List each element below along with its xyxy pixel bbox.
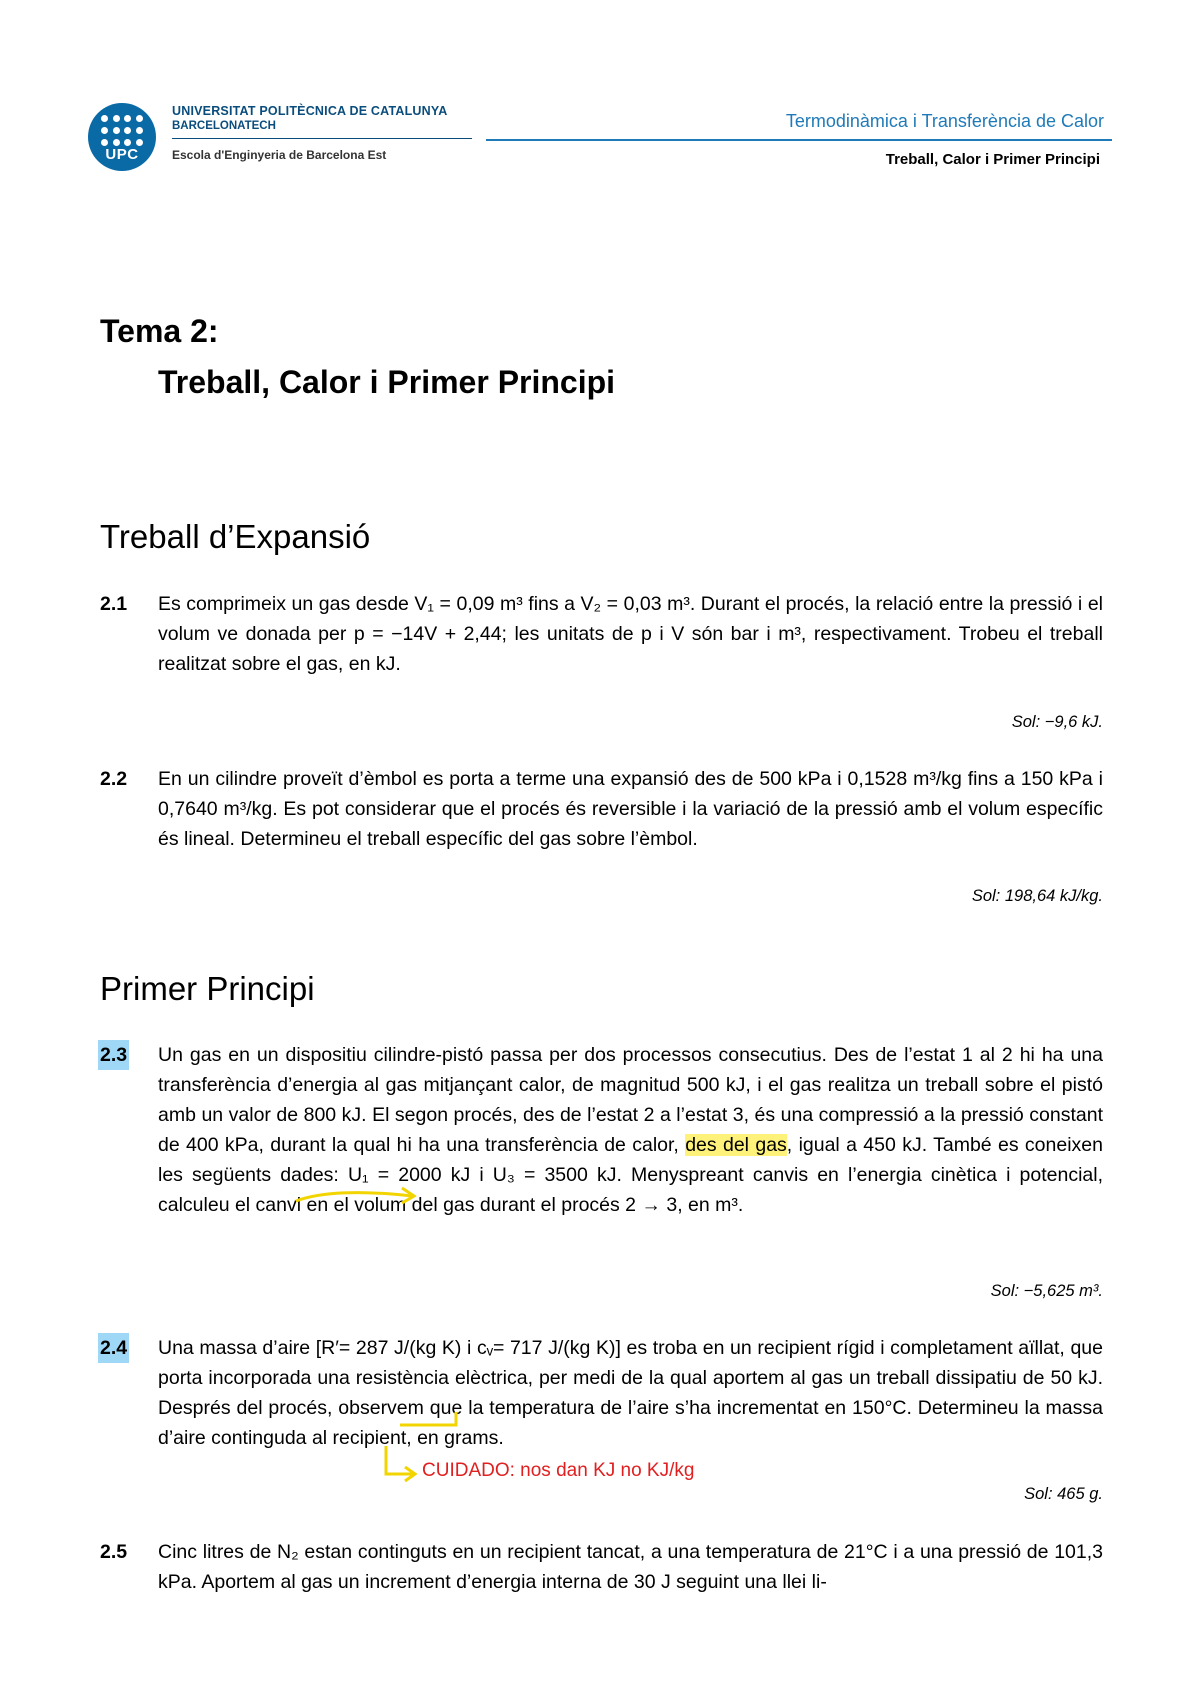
problem-text: Es comprimeix un gas desde V₁ = 0,09 m³ fins a V₂ = 0,03 m³. Durant el procés, la relació entre la pressió i el volum ve donada per p = −14V + 2,44; les unitats de p i V són bar i m³, respectivament. Trobeu el treball realitzat sobre el gas, en kJ.	[158, 593, 1103, 675]
subject-title: Treball, Calor i Primer Principi	[885, 151, 1100, 168]
problem-text-part: , igual a 450 kJ. També es coneixen les següents dades: U₁ = 2000 kJ i U₃ = 3500 kJ. Menyspreant canvis en l’energia cinètica i potencial, calculeu el canvi en el volum del gas durant el procés 2 → 3, en m³.	[158, 1134, 1103, 1216]
problem-text: Cinc litres de N₂ estan continguts en un recipient tancat, a una temperatura de 21°C i a una pressió de 101,3 kPa. Aportem al gas un increment d’energia interna de 30 J seguint una llei li-	[158, 1541, 1103, 1593]
problem-text: Una massa d’aire [R′= 287 J/(kg K) i cᵥ= 717 J/(kg K)] es troba en un recipient rígid i completament aïllat, que porta incorporada una resistència elèctrica, per medi de la qual aportem al gas un treball dissipatiu de 50 kJ. Després del procés, observem que la temperatura de l’aire s’ha incrementat en 150°C. Determineu la massa d’aire continguda al recipient, en grams.	[158, 1337, 1103, 1449]
solution-2-1: Sol: −9,6 kJ.	[1011, 713, 1103, 731]
section-primer-principi: Primer Principi	[100, 970, 315, 1007]
problem-number-highlighted: 2.4	[98, 1333, 129, 1363]
section-treball-expansio: Treball d’Expansió	[100, 518, 371, 555]
logo-text: UPC	[105, 146, 139, 163]
problem-number: 2.2	[100, 768, 128, 790]
solution-2-4: Sol: 465 g.	[1024, 1485, 1103, 1503]
problem-number: 2.1	[100, 593, 128, 615]
handwritten-annotation: CUIDADO: nos dan KJ no KJ/kg	[422, 1460, 695, 1481]
problem-number-highlighted: 2.3	[98, 1040, 129, 1070]
tema-subtitle: Treball, Calor i Primer Principi	[158, 364, 616, 400]
school-name: Escola d'Enginyeria de Barcelona Est	[172, 148, 387, 162]
university-name: UNIVERSITAT POLITÈCNICA DE CATALUNYA	[172, 104, 448, 118]
ink-bracket-50kj	[400, 1412, 456, 1425]
highlighted-text: des del gas	[685, 1134, 787, 1156]
problem-text: En un cilindre proveït d’èmbol es porta a terme una expansió des de 500 kPa i 0,1528 m³/kg fins a 150 kPa i 0,7640 m³/kg. Es pot considerar que el procés és reversible i la variació de la pressió amb el volum específic és lineal. Determineu el treball específic del gas sobre l’èmbol.	[158, 768, 1103, 850]
problem-text-part: Un gas en un dispositiu cilindre-pistó passa per dos processos consecutius. Des de l’estat 1 al 2 hi ha una transferència d’energia al gas mitjançant calor, de magnitud 500 kJ, i el gas realitza un treball sobre el pistó amb un valor de 800 kJ. El segon procés, des de l’estat 2 a l’estat 3, és una compressió a la pressió constant de 400 kPa, durant la qual hi ha una transferència de calor,	[158, 1044, 1103, 1156]
solution-2-2: Sol: 198,64 kJ/kg.	[971, 887, 1103, 905]
university-subtitle: BARCELONATECH	[172, 120, 276, 132]
ink-underline-swoosh	[296, 1193, 412, 1201]
tema-title: Tema 2:	[100, 313, 219, 349]
course-title: Termodinàmica i Transferència de Calor	[785, 111, 1104, 131]
problem-number: 2.5	[100, 1541, 128, 1563]
solution-2-3: Sol: −5,625 m³.	[990, 1282, 1103, 1300]
